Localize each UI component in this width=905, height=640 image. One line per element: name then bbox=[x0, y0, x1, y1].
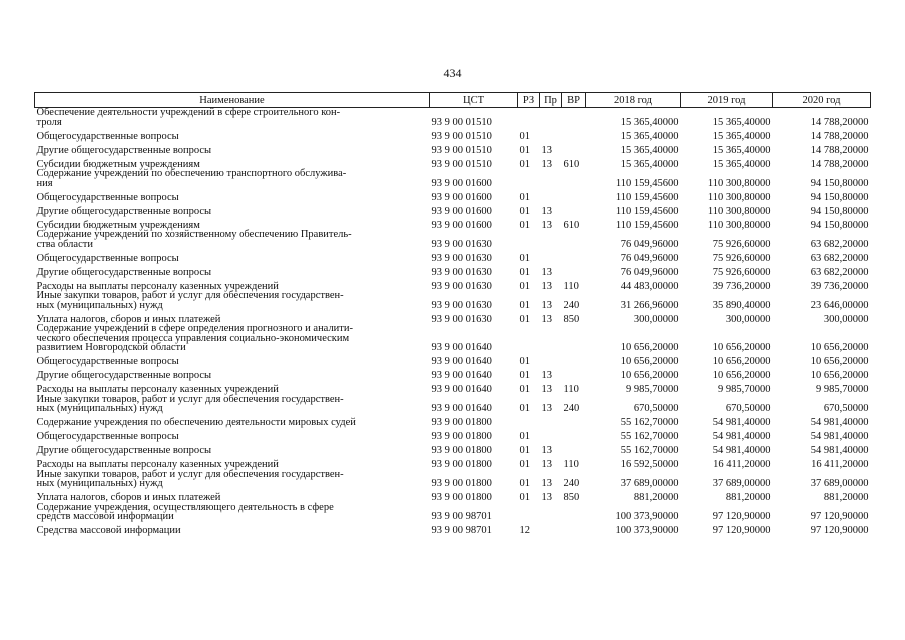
cell-pr: 13 bbox=[541, 459, 552, 470]
cell-2018: 110 159,45600 bbox=[615, 191, 679, 203]
cell-rz: 01 bbox=[519, 459, 530, 470]
cell-rz bbox=[518, 108, 540, 128]
cell-cst: 93 9 00 01640 bbox=[431, 342, 492, 353]
table-row bbox=[35, 324, 871, 353]
table-row bbox=[35, 141, 871, 155]
cell-name-line: Обеспечение деятельности учреждений в сфере строительного кон- bbox=[36, 107, 341, 118]
cell-name-line: Общегосударственные вопросы bbox=[36, 252, 179, 264]
cell-cst: 93 9 00 01600 bbox=[431, 177, 492, 189]
cell-vr bbox=[562, 141, 586, 155]
cell-2019: 54 981,40000 bbox=[712, 431, 771, 442]
cell-pr bbox=[540, 324, 562, 353]
cell-pr bbox=[540, 108, 562, 128]
cell-2020: 881,20000 bbox=[823, 492, 869, 503]
cell-pr bbox=[540, 414, 562, 428]
cell-name bbox=[35, 291, 430, 310]
cell-vr: 240 bbox=[563, 478, 580, 489]
cell-rz: 01 bbox=[519, 384, 530, 395]
cell-name-line: Общегосударственные вопросы bbox=[36, 191, 179, 203]
cell-2020: 54 981,40000 bbox=[810, 445, 869, 456]
cell-2018: 76 049,96000 bbox=[620, 252, 679, 264]
cell-name-line: Иные закупки товаров, работ и услуг для обеспечения государствен- bbox=[36, 393, 344, 405]
cell-vr bbox=[562, 108, 586, 128]
cell-name-line: Расходы на выплаты персоналу казенных учреждений bbox=[36, 384, 279, 395]
cell-2020: 63 682,20000 bbox=[810, 266, 869, 278]
cell-name bbox=[35, 202, 430, 216]
cell-vr: 850 bbox=[563, 492, 580, 503]
cell-pr: 13 bbox=[541, 370, 552, 381]
cell-name bbox=[35, 108, 430, 128]
cell-pr bbox=[540, 188, 562, 202]
header-vr: ВР bbox=[562, 93, 586, 108]
cell-rz: 01 bbox=[519, 356, 530, 367]
cell-rz: 01 bbox=[519, 266, 530, 278]
cell-name bbox=[35, 381, 430, 395]
cell-name-line: Общегосударственные вопросы bbox=[36, 356, 179, 367]
header-2019: 2019 год bbox=[681, 93, 773, 108]
cell-rz: 01 bbox=[519, 219, 530, 231]
cell-2019: 75 926,60000 bbox=[712, 252, 771, 264]
cell-pr: 13 bbox=[541, 492, 552, 503]
cell-rz bbox=[518, 324, 540, 353]
cell-2020: 37 689,00000 bbox=[810, 478, 869, 489]
cell-pr bbox=[540, 428, 562, 442]
header-2018: 2018 год bbox=[586, 93, 681, 108]
cell-2020: 39 736,20000 bbox=[810, 280, 869, 292]
cell-2019: 35 890,40000 bbox=[712, 299, 771, 311]
cell-pr: 13 bbox=[541, 205, 552, 217]
cell-2019: 300,00000 bbox=[725, 313, 771, 325]
cell-rz bbox=[518, 503, 540, 522]
cell-vr bbox=[562, 249, 586, 263]
cell-vr: 850 bbox=[563, 313, 580, 325]
cell-2020: 10 656,20000 bbox=[810, 370, 869, 381]
cell-cst: 93 9 00 98701 bbox=[431, 511, 492, 522]
cell-vr bbox=[562, 428, 586, 442]
cell-2020: 14 788,20000 bbox=[810, 144, 869, 156]
cell-2018: 55 162,70000 bbox=[620, 431, 679, 442]
cell-cst: 93 9 00 01640 bbox=[431, 356, 492, 367]
cell-name bbox=[35, 169, 430, 188]
cell-cst: 93 9 00 01640 bbox=[431, 403, 492, 414]
cell-pr: 13 bbox=[541, 403, 552, 414]
cell-2019: 75 926,60000 bbox=[712, 238, 771, 250]
cell-name-line: Расходы на выплаты персоналу казенных учреждений bbox=[36, 459, 279, 470]
cell-pr: 13 bbox=[541, 219, 552, 231]
cell-2020: 63 682,20000 bbox=[810, 238, 869, 250]
cell-pr bbox=[540, 522, 562, 536]
cell-name-line: Другие общегосударственные вопросы bbox=[36, 205, 212, 217]
table-row bbox=[35, 395, 871, 414]
cell-name-line: троля bbox=[36, 116, 62, 128]
cell-name bbox=[35, 324, 430, 353]
cell-2019: 54 981,40000 bbox=[712, 417, 771, 428]
cell-rz: 01 bbox=[519, 445, 530, 456]
cell-2019: 16 411,20000 bbox=[713, 459, 771, 470]
cell-vr bbox=[562, 127, 586, 141]
cell-cst: 93 9 00 01510 bbox=[431, 130, 492, 142]
cell-vr bbox=[562, 522, 586, 536]
cell-pr: 13 bbox=[541, 266, 552, 278]
cell-name-line: Другие общегосударственные вопросы bbox=[36, 266, 212, 278]
cell-cst: 93 9 00 01800 bbox=[431, 459, 492, 470]
table-row bbox=[35, 414, 871, 428]
cell-2018: 15 365,40000 bbox=[620, 116, 679, 128]
cell-cst: 93 9 00 01800 bbox=[431, 445, 492, 456]
table-row bbox=[35, 216, 871, 230]
cell-name-line: Иные закупки товаров, работ и услуг для обеспечения государствен- bbox=[36, 468, 344, 480]
cell-vr: 610 bbox=[563, 158, 580, 170]
cell-rz: 01 bbox=[519, 280, 530, 292]
cell-rz: 01 bbox=[519, 431, 530, 442]
cell-name bbox=[35, 442, 430, 456]
cell-name bbox=[35, 367, 430, 381]
cell-2019: 10 656,20000 bbox=[712, 356, 771, 367]
cell-name-line: Содержание учреждений по обеспечению транспортного обслужива- bbox=[36, 168, 347, 179]
cell-name-line: ния bbox=[36, 177, 53, 189]
cell-pr: 13 bbox=[541, 158, 552, 170]
table-row bbox=[35, 367, 871, 381]
cell-2018: 15 365,40000 bbox=[620, 158, 679, 170]
table-row bbox=[35, 249, 871, 263]
cell-pr: 13 bbox=[541, 299, 552, 311]
cell-name bbox=[35, 127, 430, 141]
cell-2019: 37 689,00000 bbox=[712, 478, 771, 489]
cell-2020: 14 788,20000 bbox=[810, 130, 869, 142]
cell-name-line: Содержание учреждений в сфере определения прогнозного и аналити- bbox=[36, 323, 354, 334]
cell-2020: 14 788,20000 bbox=[810, 158, 869, 170]
cell-vr: 110 bbox=[563, 459, 579, 470]
cell-rz: 01 bbox=[519, 252, 530, 264]
cell-2019: 881,20000 bbox=[725, 492, 771, 503]
cell-2018: 55 162,70000 bbox=[620, 417, 679, 428]
cell-2018: 76 049,96000 bbox=[620, 238, 679, 250]
table-row bbox=[35, 277, 871, 291]
cell-2019: 15 365,40000 bbox=[712, 130, 771, 142]
cell-rz: 01 bbox=[519, 144, 530, 156]
cell-name bbox=[35, 310, 430, 324]
header-rz: РЗ bbox=[518, 93, 540, 108]
table-row bbox=[35, 489, 871, 503]
cell-pr bbox=[540, 353, 562, 367]
cell-pr bbox=[540, 127, 562, 141]
cell-rz: 01 bbox=[519, 478, 530, 489]
cell-name-line: Субсидии бюджетным учреждениям bbox=[36, 158, 200, 170]
cell-name-line: Общегосударственные вопросы bbox=[36, 431, 179, 442]
cell-name bbox=[35, 249, 430, 263]
cell-2019: 54 981,40000 bbox=[712, 445, 771, 456]
cell-cst: 93 9 00 01510 bbox=[431, 116, 492, 128]
cell-2018: 100 373,90000 bbox=[615, 525, 679, 536]
cell-cst: 93 9 00 01630 bbox=[431, 299, 492, 311]
cell-pr: 13 bbox=[541, 313, 552, 325]
cell-name-line: Другие общегосударственные вопросы bbox=[36, 445, 212, 456]
header-cst: ЦСТ bbox=[430, 93, 518, 108]
cell-2018: 16 592,50000 bbox=[620, 459, 679, 470]
cell-2020: 14 788,20000 bbox=[810, 116, 869, 128]
cell-2019: 97 120,90000 bbox=[712, 511, 771, 522]
cell-cst: 93 9 00 01630 bbox=[431, 266, 492, 278]
cell-rz: 01 bbox=[519, 403, 530, 414]
cell-2018: 55 162,70000 bbox=[620, 445, 679, 456]
table-row bbox=[35, 127, 871, 141]
cell-2018: 76 049,96000 bbox=[620, 266, 679, 278]
cell-name bbox=[35, 230, 430, 249]
cell-cst: 93 9 00 98701 bbox=[431, 525, 492, 536]
cell-vr: 110 bbox=[563, 280, 579, 292]
page-number: 434 bbox=[443, 66, 462, 80]
cell-name-line: Общегосударственные вопросы bbox=[36, 130, 179, 142]
table-row bbox=[35, 155, 871, 169]
cell-pr bbox=[540, 230, 562, 249]
cell-pr: 13 bbox=[541, 280, 552, 292]
cell-cst: 93 9 00 01630 bbox=[431, 313, 492, 325]
cell-2020: 670,50000 bbox=[823, 403, 869, 414]
cell-2020: 63 682,20000 bbox=[810, 252, 869, 264]
cell-2019: 75 926,60000 bbox=[712, 266, 771, 278]
table-row bbox=[35, 291, 871, 310]
cell-2018: 10 656,20000 bbox=[620, 356, 679, 367]
cell-cst: 93 9 00 01600 bbox=[431, 219, 492, 231]
cell-cst: 93 9 00 01640 bbox=[431, 370, 492, 381]
cell-pr: 13 bbox=[541, 384, 552, 395]
table-row bbox=[35, 353, 871, 367]
table-row bbox=[35, 470, 871, 489]
cell-2020: 54 981,40000 bbox=[810, 417, 869, 428]
budget-table bbox=[34, 92, 871, 536]
cell-2018: 100 373,90000 bbox=[615, 511, 679, 522]
table-row bbox=[35, 522, 871, 536]
cell-cst: 93 9 00 01600 bbox=[431, 205, 492, 217]
header-2020: 2020 год bbox=[773, 93, 871, 108]
cell-2020: 94 150,80000 bbox=[810, 191, 869, 203]
table-row bbox=[35, 381, 871, 395]
cell-vr bbox=[562, 263, 586, 277]
cell-rz bbox=[518, 169, 540, 188]
cell-pr bbox=[540, 169, 562, 188]
cell-2019: 110 300,80000 bbox=[707, 191, 771, 203]
cell-rz: 01 bbox=[519, 492, 530, 503]
cell-2019: 10 656,20000 bbox=[712, 342, 771, 353]
cell-name bbox=[35, 155, 430, 169]
cell-cst: 93 9 00 01510 bbox=[431, 158, 492, 170]
cell-2020: 23 646,00000 bbox=[810, 299, 869, 311]
header-pr: Пр bbox=[540, 93, 562, 108]
table-row bbox=[35, 503, 871, 522]
cell-2018: 110 159,45600 bbox=[615, 177, 679, 189]
cell-cst: 93 9 00 01600 bbox=[431, 191, 492, 203]
cell-cst: 93 9 00 01630 bbox=[431, 238, 492, 250]
cell-vr bbox=[562, 442, 586, 456]
cell-vr bbox=[562, 367, 586, 381]
cell-2018: 881,20000 bbox=[633, 492, 679, 503]
cell-2019: 15 365,40000 bbox=[712, 158, 771, 170]
table-row bbox=[35, 442, 871, 456]
cell-2018: 300,00000 bbox=[633, 313, 679, 325]
cell-2020: 54 981,40000 bbox=[810, 431, 869, 442]
table-row bbox=[35, 456, 871, 470]
cell-name-line: Другие общегосударственные вопросы bbox=[36, 144, 212, 156]
cell-2019: 110 300,80000 bbox=[707, 177, 771, 189]
cell-name-line: Расходы на выплаты персоналу казенных учреждений bbox=[36, 280, 279, 292]
cell-rz: 01 bbox=[519, 299, 530, 311]
cell-2018: 31 266,96000 bbox=[620, 299, 679, 311]
cell-name bbox=[35, 428, 430, 442]
cell-name-line: Иные закупки товаров, работ и услуг для обеспечения государствен- bbox=[36, 290, 344, 301]
table-row bbox=[35, 188, 871, 202]
cell-pr bbox=[540, 503, 562, 522]
cell-2020: 16 411,20000 bbox=[811, 459, 869, 470]
cell-name bbox=[35, 456, 430, 470]
table-row bbox=[35, 428, 871, 442]
cell-name bbox=[35, 522, 430, 536]
cell-2019: 97 120,90000 bbox=[712, 525, 771, 536]
table-row bbox=[35, 169, 871, 188]
cell-vr bbox=[562, 503, 586, 522]
cell-2020: 97 120,90000 bbox=[810, 511, 869, 522]
cell-2018: 15 365,40000 bbox=[620, 144, 679, 156]
cell-2019: 110 300,80000 bbox=[707, 219, 771, 231]
cell-2020: 9 985,70000 bbox=[816, 384, 869, 395]
cell-2018: 10 656,20000 bbox=[620, 370, 679, 381]
cell-2018: 670,50000 bbox=[633, 403, 679, 414]
cell-name-line: средств массовой информации bbox=[36, 511, 174, 522]
cell-2019: 10 656,20000 bbox=[712, 370, 771, 381]
cell-name-line: ных (муниципальных) нужд bbox=[36, 403, 163, 414]
cell-name bbox=[35, 414, 430, 428]
cell-vr bbox=[562, 188, 586, 202]
cell-name-line: Другие общегосударственные вопросы bbox=[36, 370, 212, 381]
cell-2020: 10 656,20000 bbox=[810, 356, 869, 367]
cell-name bbox=[35, 395, 430, 414]
table-row bbox=[35, 108, 871, 128]
cell-2019: 39 736,20000 bbox=[712, 280, 771, 292]
cell-rz: 01 bbox=[519, 158, 530, 170]
cell-rz: 01 bbox=[519, 130, 530, 142]
cell-name-line: Средства массовой информации bbox=[36, 525, 181, 536]
cell-name-line: развитием Новгородской области bbox=[36, 342, 186, 353]
cell-2018: 110 159,45600 bbox=[615, 205, 679, 217]
cell-2018: 15 365,40000 bbox=[620, 130, 679, 142]
cell-name-line: Субсидии бюджетным учреждениям bbox=[36, 219, 200, 231]
cell-name bbox=[35, 503, 430, 522]
cell-cst: 93 9 00 01800 bbox=[431, 417, 492, 428]
cell-2018: 44 483,00000 bbox=[620, 280, 679, 292]
cell-2020: 94 150,80000 bbox=[810, 177, 869, 189]
cell-pr bbox=[540, 249, 562, 263]
cell-vr: 240 bbox=[563, 299, 580, 311]
cell-name-line: ческого обеспечения процесса управления социально-экономическим bbox=[36, 332, 350, 344]
cell-name-line: ных (муниципальных) нужд bbox=[36, 478, 163, 489]
cell-2020: 94 150,80000 bbox=[810, 219, 869, 231]
cell-2019: 670,50000 bbox=[725, 403, 771, 414]
table-header-row bbox=[35, 93, 871, 108]
cell-cst: 93 9 00 01800 bbox=[431, 431, 492, 442]
cell-name bbox=[35, 188, 430, 202]
cell-vr: 110 bbox=[563, 384, 579, 395]
cell-rz: 01 bbox=[519, 370, 530, 381]
cell-pr: 13 bbox=[541, 144, 552, 156]
table-body bbox=[35, 108, 871, 536]
table-row bbox=[35, 230, 871, 249]
cell-2018: 110 159,45600 bbox=[615, 219, 679, 231]
cell-pr: 13 bbox=[541, 445, 552, 456]
cell-2019: 15 365,40000 bbox=[712, 144, 771, 156]
cell-cst: 93 9 00 01800 bbox=[431, 478, 492, 489]
cell-2019: 15 365,40000 bbox=[712, 116, 771, 128]
cell-2020: 300,00000 bbox=[823, 313, 869, 325]
cell-vr bbox=[562, 230, 586, 249]
cell-name-line: Содержание учреждения, осуществляющего деятельность в сфере bbox=[36, 501, 334, 513]
cell-name bbox=[35, 141, 430, 155]
cell-name bbox=[35, 263, 430, 277]
cell-name-line: ных (муниципальных) нужд bbox=[36, 299, 163, 311]
cell-rz bbox=[518, 414, 540, 428]
cell-rz: 01 bbox=[519, 313, 530, 325]
cell-2020: 94 150,80000 bbox=[810, 205, 869, 217]
header-name: Наименование bbox=[35, 93, 430, 108]
cell-pr: 13 bbox=[541, 478, 552, 489]
cell-name-line: Уплата налогов, сборов и иных платежей bbox=[36, 313, 221, 325]
cell-name bbox=[35, 216, 430, 230]
table-row bbox=[35, 263, 871, 277]
cell-2018: 10 656,20000 bbox=[620, 342, 679, 353]
cell-2020: 10 656,20000 bbox=[810, 342, 869, 353]
cell-cst: 93 9 00 01630 bbox=[431, 280, 492, 292]
cell-vr: 610 bbox=[563, 219, 580, 231]
cell-2019: 110 300,80000 bbox=[707, 205, 771, 217]
cell-rz: 01 bbox=[519, 191, 530, 203]
cell-name bbox=[35, 353, 430, 367]
table-row bbox=[35, 202, 871, 216]
cell-2018: 37 689,00000 bbox=[620, 478, 679, 489]
table-row bbox=[35, 310, 871, 324]
cell-vr: 240 bbox=[563, 403, 580, 414]
cell-name bbox=[35, 277, 430, 291]
cell-vr bbox=[562, 202, 586, 216]
cell-cst: 93 9 00 01630 bbox=[431, 252, 492, 264]
cell-name bbox=[35, 470, 430, 489]
cell-rz bbox=[518, 230, 540, 249]
cell-rz: 12 bbox=[519, 525, 530, 536]
cell-vr bbox=[562, 324, 586, 353]
cell-name-line: Содержание учреждений по хозяйственному обеспечению Правитель- bbox=[36, 229, 352, 240]
cell-2018: 9 985,70000 bbox=[626, 384, 679, 395]
cell-rz: 01 bbox=[519, 205, 530, 217]
cell-name-line: Содержание учреждения по обеспечению деятельности мировых судей bbox=[36, 417, 356, 428]
cell-2020: 97 120,90000 bbox=[810, 525, 869, 536]
cell-cst: 93 9 00 01800 bbox=[431, 492, 492, 503]
cell-cst: 93 9 00 01640 bbox=[431, 384, 492, 395]
cell-vr bbox=[562, 169, 586, 188]
cell-vr bbox=[562, 414, 586, 428]
cell-vr bbox=[562, 353, 586, 367]
cell-name-line: Уплата налогов, сборов и иных платежей bbox=[36, 492, 221, 503]
cell-name bbox=[35, 489, 430, 503]
cell-2019: 9 985,70000 bbox=[718, 384, 771, 395]
cell-cst: 93 9 00 01510 bbox=[431, 144, 492, 156]
cell-name-line: ства области bbox=[36, 238, 93, 250]
